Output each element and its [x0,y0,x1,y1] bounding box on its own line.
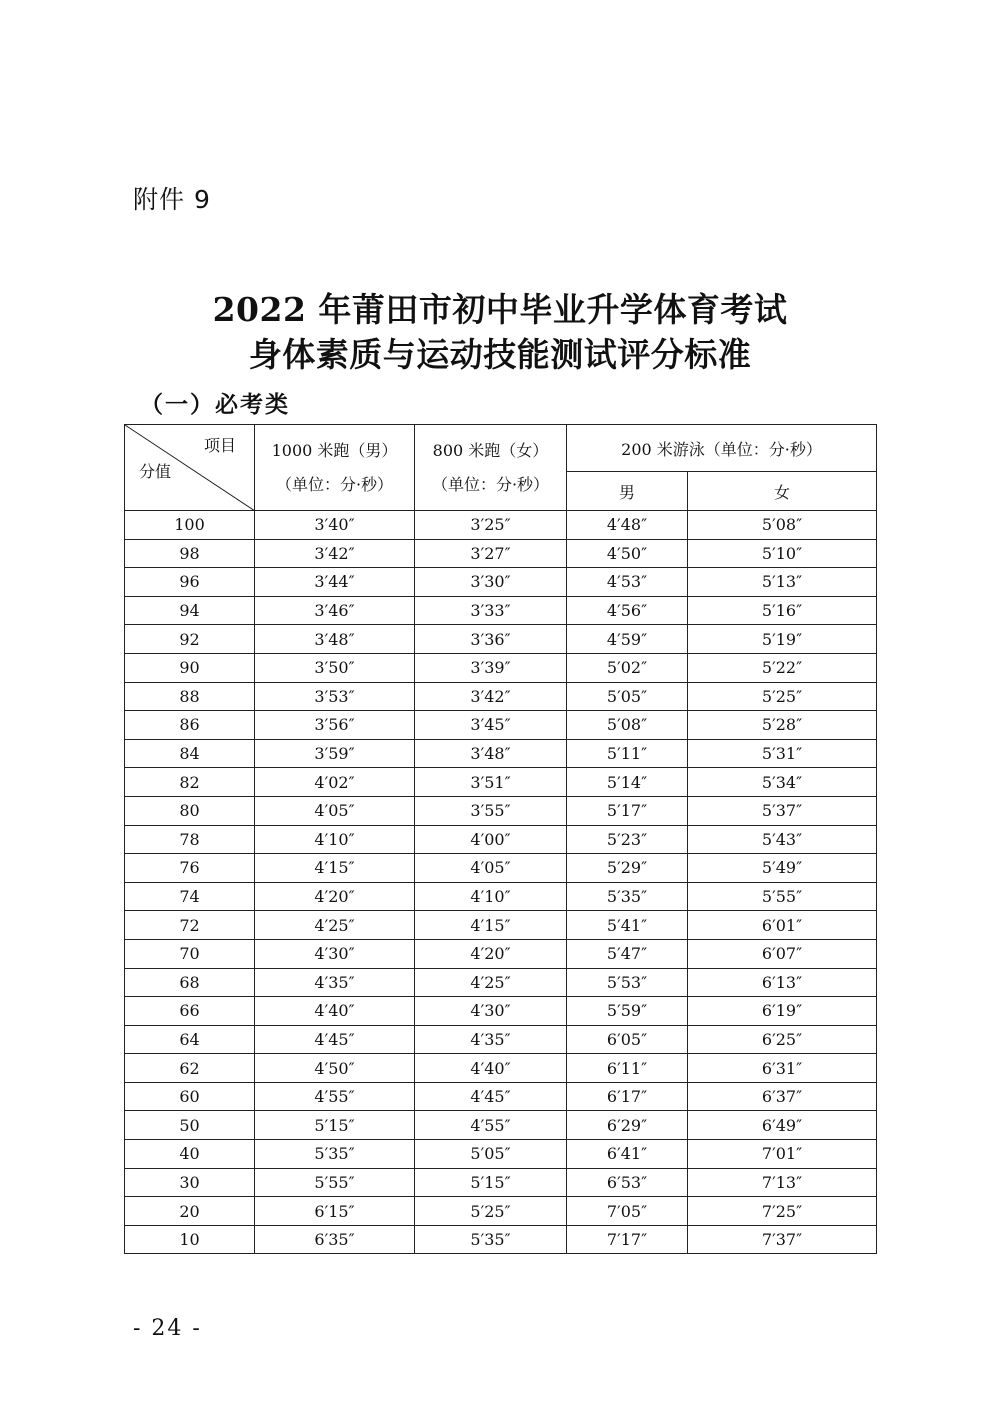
run-1000m-cell: 4′10″ [255,825,415,854]
table-row [125,939,877,968]
score-cell: 50 [125,1111,255,1140]
run-1000m-cell: 4′30″ [255,939,415,968]
swim-male-cell: 5′59″ [567,997,688,1026]
score-cell: 62 [125,1054,255,1083]
score-cell: 82 [125,768,255,797]
diagonal-header-score: 分值 [139,462,172,481]
score-cell: 78 [125,825,255,854]
table-row [125,997,877,1026]
score-cell: 94 [125,596,255,625]
swim-female-cell: 6′37″ [688,1082,877,1111]
run-1000m-cell: 4′50″ [255,1054,415,1083]
run-800m-cell: 3′51″ [415,768,567,797]
score-cell: 92 [125,625,255,654]
score-cell: 98 [125,539,255,568]
score-cell: 100 [125,511,255,540]
run-800m-cell: 5′35″ [415,1225,567,1254]
swim-female-cell: 6′31″ [688,1054,877,1083]
table-row [125,1054,877,1083]
table-row [125,768,877,797]
run-1000m-cell: 4′45″ [255,1025,415,1054]
run-1000m-cell: 4′05″ [255,796,415,825]
run-1000m-cell: 3′48″ [255,625,415,654]
header-800m-run [415,425,567,511]
score-cell: 70 [125,939,255,968]
run-800m-cell: 3′45″ [415,711,567,740]
swim-female-cell: 6′49″ [688,1111,877,1140]
swim-female-cell: 7′13″ [688,1168,877,1197]
attachment-label: 附件 9 [133,185,211,214]
swim-male-cell: 6′11″ [567,1054,688,1083]
score-cell: 80 [125,796,255,825]
score-cell: 60 [125,1082,255,1111]
swim-female-cell: 7′01″ [688,1140,877,1169]
run-800m-cell: 3′25″ [415,511,567,540]
table-row [125,968,877,997]
swim-male-cell: 4′50″ [567,539,688,568]
run-800m-cell: 3′33″ [415,596,567,625]
swim-male-cell: 4′56″ [567,596,688,625]
swim-male-cell: 4′53″ [567,568,688,597]
run-1000m-cell: 4′40″ [255,997,415,1026]
table-row [125,539,877,568]
run-800m-cell: 3′30″ [415,568,567,597]
swim-male-cell: 7′05″ [567,1197,688,1226]
run-800m-cell: 4′40″ [415,1054,567,1083]
swim-male-cell: 6′17″ [567,1082,688,1111]
swim-female-cell: 5′34″ [688,768,877,797]
swim-male-cell: 5′23″ [567,825,688,854]
header-200m-swim: 200 米游泳（单位：分·秒） [567,425,877,472]
table-row [125,739,877,768]
run-1000m-cell: 3′56″ [255,711,415,740]
table-row [125,1111,877,1140]
score-cell: 72 [125,911,255,940]
swim-male-cell: 6′05″ [567,1025,688,1054]
score-cell: 74 [125,882,255,911]
swim-female-cell: 6′19″ [688,997,877,1026]
swim-male-cell: 4′59″ [567,625,688,654]
score-cell: 64 [125,1025,255,1054]
run-800m-cell: 4′05″ [415,854,567,883]
header-800m-run-name: 800 米跑（女） [432,440,549,460]
scoring-table [124,424,877,1254]
swim-female-cell: 5′13″ [688,568,877,597]
swim-male-cell: 7′17″ [567,1225,688,1254]
run-1000m-cell: 3′46″ [255,596,415,625]
table-row [125,825,877,854]
run-1000m-cell: 3′40″ [255,511,415,540]
run-800m-cell: 4′10″ [415,882,567,911]
run-1000m-cell: 6′15″ [255,1197,415,1226]
swim-female-cell: 5′22″ [688,653,877,682]
page-number: - 24 - [133,1316,202,1341]
run-800m-cell: 3′55″ [415,796,567,825]
diagonal-header-item: 项目 [203,436,236,455]
run-800m-cell: 4′15″ [415,911,567,940]
table-row [125,568,877,597]
score-cell: 86 [125,711,255,740]
swim-male-cell: 5′02″ [567,653,688,682]
table-row [125,653,877,682]
run-1000m-cell: 4′15″ [255,854,415,883]
run-800m-cell: 4′25″ [415,968,567,997]
run-800m-cell: 5′25″ [415,1197,567,1226]
header-800m-run-unit: （单位：分·秒） [431,474,550,494]
swim-female-cell: 5′25″ [688,682,877,711]
run-1000m-cell: 6′35″ [255,1225,415,1254]
swim-female-cell: 6′13″ [688,968,877,997]
table-row [125,911,877,940]
swim-male-cell: 6′41″ [567,1140,688,1169]
run-800m-cell: 4′35″ [415,1025,567,1054]
score-cell: 30 [125,1168,255,1197]
swim-female-cell: 5′43″ [688,825,877,854]
table-row [125,1225,877,1254]
header-1000m-run [255,425,415,511]
run-1000m-cell: 5′15″ [255,1111,415,1140]
run-800m-cell: 3′27″ [415,539,567,568]
swim-female-cell: 5′10″ [688,539,877,568]
swim-female-cell: 5′55″ [688,882,877,911]
score-cell: 66 [125,997,255,1026]
run-800m-cell: 3′48″ [415,739,567,768]
table-row [125,682,877,711]
run-800m-cell: 3′36″ [415,625,567,654]
run-800m-cell: 5′05″ [415,1140,567,1169]
run-1000m-cell: 4′02″ [255,768,415,797]
score-cell: 40 [125,1140,255,1169]
run-800m-cell: 4′45″ [415,1082,567,1111]
run-1000m-cell: 4′35″ [255,968,415,997]
run-800m-cell: 4′30″ [415,997,567,1026]
swim-male-cell: 5′17″ [567,796,688,825]
table-row [125,511,877,540]
swim-male-cell: 5′05″ [567,682,688,711]
run-1000m-cell: 4′25″ [255,911,415,940]
swim-female-cell: 6′01″ [688,911,877,940]
table-row [125,882,877,911]
table-row [125,1025,877,1054]
table-row [125,1082,877,1111]
run-1000m-cell: 3′44″ [255,568,415,597]
section-heading: （一）必考类 [140,392,290,418]
table-row [125,711,877,740]
run-1000m-cell: 4′20″ [255,882,415,911]
swim-female-cell: 5′19″ [688,625,877,654]
swim-female-cell: 5′28″ [688,711,877,740]
run-1000m-cell: 3′59″ [255,739,415,768]
swim-female-cell: 5′31″ [688,739,877,768]
run-800m-cell: 4′00″ [415,825,567,854]
run-800m-cell: 3′42″ [415,682,567,711]
score-cell: 96 [125,568,255,597]
run-1000m-cell: 5′35″ [255,1140,415,1169]
run-1000m-cell: 3′53″ [255,682,415,711]
score-cell: 10 [125,1225,255,1254]
score-cell: 88 [125,682,255,711]
swim-male-cell: 5′29″ [567,854,688,883]
header-1000m-run-unit: （单位：分·秒） [275,474,394,494]
run-1000m-cell: 5′55″ [255,1168,415,1197]
document-title-line1: 2022 年莆田市初中毕业升学体育考试 [212,290,788,329]
swim-male-cell: 4′48″ [567,511,688,540]
swim-male-cell: 5′41″ [567,911,688,940]
table-row [125,625,877,654]
scoring-table-body [125,511,877,1254]
swim-female-cell: 5′49″ [688,854,877,883]
table-row [125,1140,877,1169]
run-800m-cell: 3′39″ [415,653,567,682]
swim-female-cell: 5′16″ [688,596,877,625]
swim-female-cell: 7′25″ [688,1197,877,1226]
header-1000m-run-name: 1000 米跑（男） [271,440,398,460]
swim-male-cell: 5′53″ [567,968,688,997]
score-cell: 20 [125,1197,255,1226]
swim-female-cell: 5′37″ [688,796,877,825]
diagonal-header-cell [125,425,255,511]
swim-male-cell: 5′11″ [567,739,688,768]
score-cell: 68 [125,968,255,997]
table-row [125,796,877,825]
swim-female-cell: 5′08″ [688,511,877,540]
header-swim-female: 女 [688,472,877,511]
score-cell: 90 [125,653,255,682]
swim-male-cell: 5′35″ [567,882,688,911]
score-cell: 84 [125,739,255,768]
swim-male-cell: 5′08″ [567,711,688,740]
run-1000m-cell: 3′42″ [255,539,415,568]
swim-female-cell: 6′25″ [688,1025,877,1054]
swim-female-cell: 6′07″ [688,939,877,968]
document-title-line2: 身体素质与运动技能测试评分标准 [248,335,752,374]
run-1000m-cell: 3′50″ [255,653,415,682]
table-row [125,596,877,625]
swim-male-cell: 5′14″ [567,768,688,797]
swim-male-cell: 6′29″ [567,1111,688,1140]
header-swim-male: 男 [567,472,688,511]
table-row [125,1168,877,1197]
run-800m-cell: 4′20″ [415,939,567,968]
run-1000m-cell: 4′55″ [255,1082,415,1111]
swim-male-cell: 6′53″ [567,1168,688,1197]
table-row [125,1197,877,1226]
run-800m-cell: 5′15″ [415,1168,567,1197]
swim-male-cell: 5′47″ [567,939,688,968]
run-800m-cell: 4′55″ [415,1111,567,1140]
score-cell: 76 [125,854,255,883]
table-row [125,854,877,883]
swim-female-cell: 7′37″ [688,1225,877,1254]
